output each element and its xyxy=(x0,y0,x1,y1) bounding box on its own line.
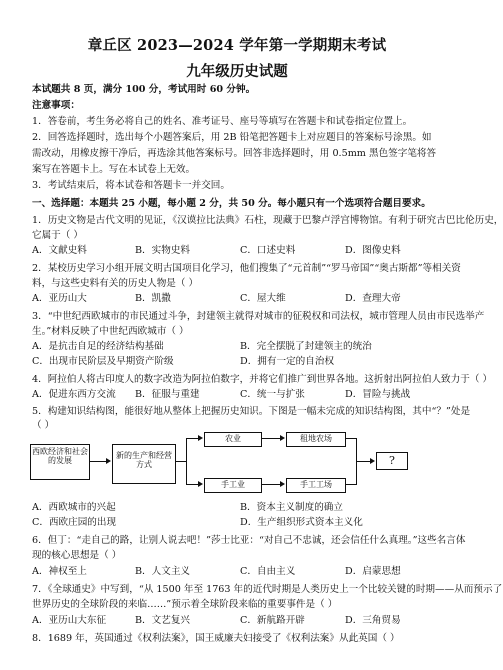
diagram-arrow-ag xyxy=(262,438,282,439)
q6-option-d: D．启蒙思想 xyxy=(345,566,401,577)
section-heading: 一、选择题：本题共 25 小题，每小题 2 分，共 50 分。每小题只有一个选项符合题目要求。 xyxy=(32,198,431,209)
q6-option-a: A．神权至上 xyxy=(32,566,87,577)
q8-line1: 8．1689 年，英国通过《权利法案》，国王威廉夫妇接受了《权利法案》从此英国（ ） xyxy=(32,633,400,644)
q1-option-c: C．口述史料 xyxy=(240,245,296,256)
q3-option-b: B．完全摆脱了封建领主的统治 xyxy=(240,341,372,352)
q4-option-c: C．统一与扩张 xyxy=(240,389,305,400)
notice-2a: 2．回答选择题时，选出每个小题答案后，用 2B 铅笔把答题卡上对应题目的答案标号涂黑。如 xyxy=(32,132,432,143)
diagram-arrowhead xyxy=(106,458,111,464)
exam-subtitle: 九年级历史试题 xyxy=(186,63,288,80)
diagram-box-handicraft: 手工业 xyxy=(204,478,262,493)
q2-option-c: C．屋大维 xyxy=(240,293,286,304)
q4-option-d: D．冒险与挑战 xyxy=(345,389,411,400)
q5-option-b: B．资本主义制度的确立 xyxy=(240,502,343,513)
diagram-arrowhead-final xyxy=(370,458,375,464)
q6-line2: 现的核心思想是（ ） xyxy=(32,550,122,561)
q3-option-a: A．是抗击自足的经济结构基础 xyxy=(32,341,164,352)
diagram-branch-line xyxy=(186,438,187,484)
q2-line2: 料，与这些史料有关的历史人物是（ ） xyxy=(32,278,199,289)
notice-3: 3．考试结束后，将本试卷和答题卡一并交回。 xyxy=(32,180,230,191)
diagram-connector xyxy=(176,461,186,462)
diagram-arrowhead-bottom xyxy=(198,481,203,487)
q1-line2: 它属于（ ） xyxy=(32,230,84,241)
diagram-arrowhead-ag xyxy=(280,435,285,441)
q4-option-b: B．征服与重建 xyxy=(135,389,200,400)
q6-option-b: B．人文主义 xyxy=(135,566,191,577)
q1-option-b: B．实物史料 xyxy=(135,245,191,256)
diagram-box-mid: 新的生产和经营方式 xyxy=(112,444,176,484)
q7-option-c: C．新航路开辟 xyxy=(240,615,305,626)
q1-option-d: D．图像史料 xyxy=(345,245,401,256)
q1-option-a: A．文献史料 xyxy=(32,245,87,256)
q6-line1: 6．但丁：“走自己的路，让别人说去吧！”莎士比亚：“对自己不忠诚，还会信任什么真理。”这些名言体 xyxy=(32,535,466,546)
diagram-box-question: ? xyxy=(376,452,408,470)
q2-line1: 2．某校历史学习小组开展文明古国项目化学习，他们搜集了“元首制”“罗马帝国”“奥古斯都”等相关资 xyxy=(32,263,461,274)
q5-option-d: D．生产组织形式资本主义化 xyxy=(240,517,363,528)
q3-option-d: D．拥有一定的自治权 xyxy=(240,356,335,367)
notice-1: 1．答卷前，考生务必将自己的姓名、准考证号、座号等填写在答题卡和试卷指定位置上。 xyxy=(32,116,413,127)
notice-2c: 案写在答题卡上。写在本试卷上无效。 xyxy=(32,164,196,175)
diagram-box-farm: 租地农场 xyxy=(286,432,346,447)
q3-option-c: C．出现市民阶层及早期资产阶级 xyxy=(32,356,174,367)
q3-line2: 生。”材料反映了中世纪西欧城市（ ） xyxy=(32,326,189,337)
diagram-arrow-hc xyxy=(262,484,282,485)
q2-option-a: A．亚历山大 xyxy=(32,293,87,304)
diagram-merge-bottom xyxy=(346,484,356,485)
diagram-box-left: 西欧经济和社会的发展 xyxy=(30,444,90,480)
diagram-merge-top xyxy=(346,438,356,439)
knowledge-structure-diagram xyxy=(30,432,430,494)
diagram-box-agriculture: 农业 xyxy=(204,432,262,447)
q1-line1: 1．历史文物是古代文明的见证，《汉谟拉比法典》石柱，现藏于巴黎卢浮宫博物馆。有利于研究古巴比伦历史， xyxy=(32,215,503,226)
q5-option-c: C．西欧庄园的出现 xyxy=(32,517,117,528)
q5-line1: 5．构建知识结构图，能很好地从整体上把握历史知识。下图是一幅未完成的知识结构图，其中“？”处是 xyxy=(32,406,471,417)
notice-2b: 需改动，用橡皮擦干净后，再选涂其他答案标号。回答非选择题时，用 0.5mm 黑色签字笔将答 xyxy=(32,148,437,159)
q7-option-a: A．亚历山大东征 xyxy=(32,615,107,626)
q4-line1: 4．阿拉伯人将古印度人的数字改造为阿拉伯数字，并将它们推广到世界各地。这折射出阿拉伯人致力于（ ） xyxy=(32,374,493,385)
diagram-arrowhead-top xyxy=(198,435,203,441)
intro-line: 本试题共 8 页，满分 100 分，考试用时 60 分钟。 xyxy=(32,84,256,95)
q7-line1: 7．《全球通史》中写到，“从 1500 年至 1763 年的近代时期是人类历史上一个比较关键的时期——从而预示了 xyxy=(32,584,503,595)
exam-title: 章丘区 2023—2024 学年第一学期期末考试 xyxy=(87,37,387,54)
q6-option-c: C．自由主义 xyxy=(240,566,296,577)
q7-line2: 世界历史的全球阶段的来临……”预示着全球阶段来临的重要事件是（ ） xyxy=(32,599,338,610)
q7-option-b: B．文艺复兴 xyxy=(135,615,191,626)
q7-option-d: D．三角贸易 xyxy=(345,615,401,626)
q3-line1: 3．“中世纪西欧城市的市民通过斗争，封建领主就得对城市的征税权和司法权，城市管理人员由市民选举产 xyxy=(32,311,485,322)
q4-option-a: A．促进东西方交流 xyxy=(32,389,116,400)
q2-option-d: D．查理大帝 xyxy=(345,293,401,304)
diagram-box-workshop: 手工工场 xyxy=(286,478,346,493)
q5-option-a: A．西欧城市的兴起 xyxy=(32,502,116,513)
q2-option-b: B．凯撒 xyxy=(135,293,171,304)
diagram-arrowhead-hc xyxy=(280,481,285,487)
q5-line2: （ ） xyxy=(32,420,55,431)
notice-label: 注意事项： xyxy=(32,100,80,111)
